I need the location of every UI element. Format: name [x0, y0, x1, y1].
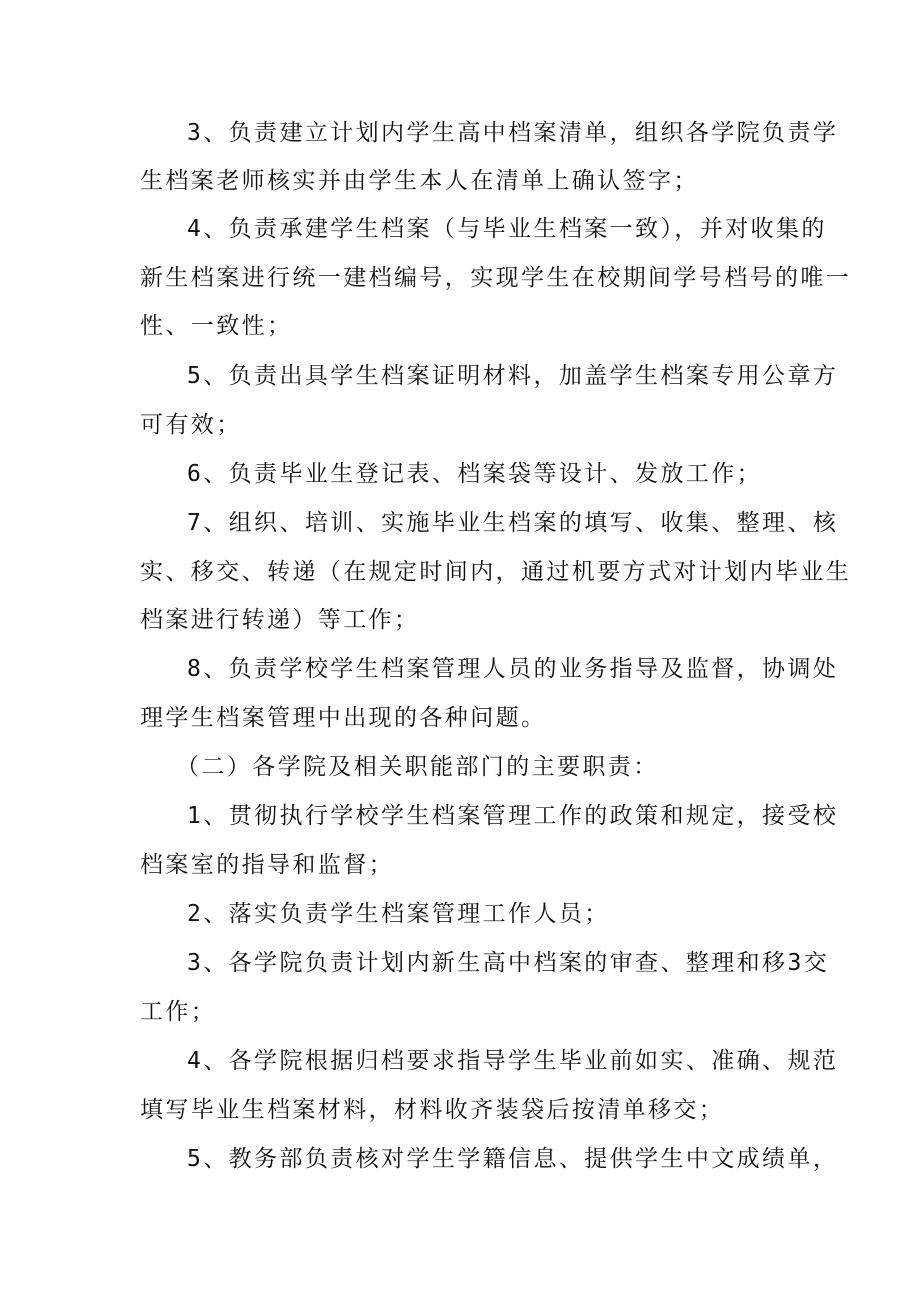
line-02: 生档案老师核实并由学生本人在清单上确认签字；: [140, 168, 699, 194]
line-09: 7、组织、培训、实施毕业生档案的填写、收集、整理、核: [187, 510, 839, 536]
line-19: 工作；: [140, 999, 217, 1025]
line-17: 2、落实负责学生档案管理工作人员；: [187, 901, 610, 927]
line-08: 6、负责毕业生登记表、档案袋等设计、发放工作；: [187, 461, 763, 487]
line-15: 1、贯彻执行学校学生档案管理工作的政策和规定，接受校: [187, 803, 839, 829]
line-04: 新生档案进行统一建档编号，实现学生在校期间学号档号的唯一: [140, 265, 852, 291]
line-10: 实、移交、转递（在规定时间内，通过机要方式对计划内毕业生: [140, 559, 852, 585]
line-01: 3、负责建立计划内学生高中档案清单，组织各学院负责学: [187, 120, 839, 146]
line-18: 3、各学院负责计划内新生高中档案的审查、整理和移3交: [187, 950, 830, 976]
line-06: 5、负责出具学生档案证明材料，加盖学生档案专用公章方: [187, 363, 839, 389]
line-07: 可有效；: [140, 412, 242, 438]
line-12: 8、负责学校学生档案管理人员的业务指导及监督，协调处: [187, 656, 839, 682]
line-03: 4、负责承建学生档案（与毕业生档案一致），并对收集的: [187, 216, 827, 242]
line-16: 档案室的指导和监督；: [140, 852, 394, 878]
line-22: 5、教务部负责核对学生学籍信息、提供学生中文成绩单，: [187, 1146, 839, 1172]
line-11: 档案进行转递）等工作；: [140, 607, 420, 633]
line-21: 填写毕业生档案材料，材料收齐装袋后按清单移交；: [140, 1097, 725, 1123]
line-13: 理学生档案管理中出现的各种问题。: [140, 705, 547, 731]
line-20: 4、各学院根据归档要求指导学生毕业前如实、准确、规范: [187, 1048, 839, 1074]
line-05: 性、一致性；: [140, 313, 293, 339]
line-14: （二）各学院及相关职能部门的主要职责：: [176, 754, 659, 780]
